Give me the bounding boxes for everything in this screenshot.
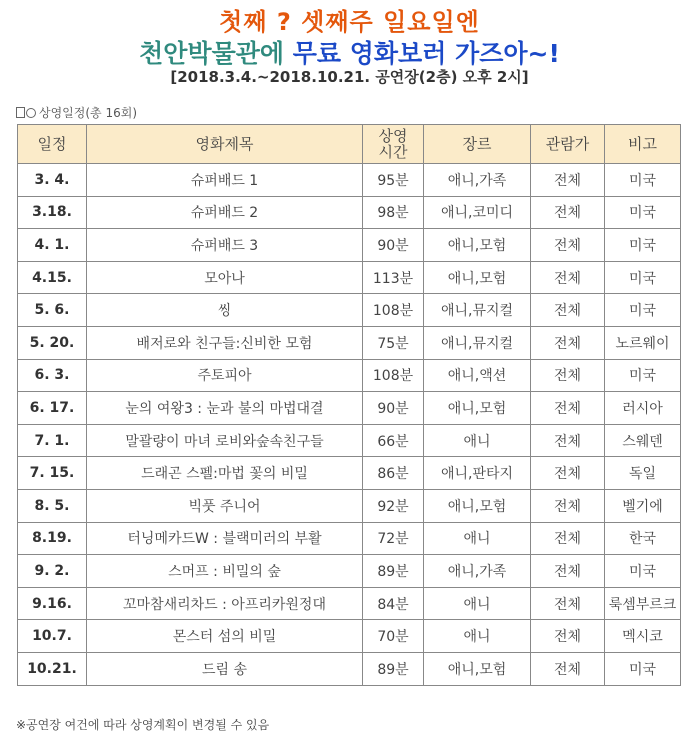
cell-note: 미국 <box>605 359 681 392</box>
cell-rating: 전체 <box>531 489 605 522</box>
cell-date: 8. 5. <box>18 489 87 522</box>
table-row <box>18 457 681 490</box>
cell-genre: 애니,판타지 <box>424 457 531 490</box>
table-row <box>18 424 681 457</box>
cell-genre: 애니 <box>424 522 531 555</box>
cell-note: 미국 <box>605 164 681 197</box>
heading-dates: [2018.3.4.~2018.10.21. 공연장(2층) 오후 2시] <box>170 68 529 86</box>
cell-runtime: 90분 <box>363 229 424 262</box>
cell-runtime: 84분 <box>363 587 424 620</box>
table-row <box>18 522 681 555</box>
cell-title: 터닝메카드W : 블랙미러의 부활 <box>87 522 363 555</box>
cell-runtime: 90분 <box>363 392 424 425</box>
header-note: 비고 <box>605 125 681 164</box>
cell-runtime: 89분 <box>363 652 424 685</box>
table-row <box>18 196 681 229</box>
cell-title: 씽 <box>87 294 363 327</box>
cell-date: 8.19. <box>18 522 87 555</box>
cell-date: 9. 2. <box>18 555 87 588</box>
cell-note: 미국 <box>605 196 681 229</box>
cell-rating: 전체 <box>531 229 605 262</box>
table-row <box>18 359 681 392</box>
header-rating: 관람가 <box>531 125 605 164</box>
cell-rating: 전체 <box>531 620 605 653</box>
cell-genre: 애니,모험 <box>424 261 531 294</box>
cell-title: 스머프 : 비밀의 숲 <box>87 555 363 588</box>
table-row <box>18 555 681 588</box>
table-row <box>18 489 681 522</box>
cell-rating: 전체 <box>531 294 605 327</box>
cell-note: 미국 <box>605 294 681 327</box>
footnote: ※공연장 여건에 따라 상영계획이 변경될 수 있음 <box>16 718 270 732</box>
cell-title: 드래곤 스펠:마법 꽃의 비밀 <box>87 457 363 490</box>
schedule-table <box>17 124 681 686</box>
cell-rating: 전체 <box>531 261 605 294</box>
cell-note: 미국 <box>605 261 681 294</box>
cell-runtime: 113분 <box>363 261 424 294</box>
table-row <box>18 294 681 327</box>
square-bullet-icon <box>16 107 25 118</box>
cell-genre: 애니,가족 <box>424 555 531 588</box>
cell-rating: 전체 <box>531 326 605 359</box>
cell-note: 벨기에 <box>605 489 681 522</box>
table-row <box>18 587 681 620</box>
cell-date: 4. 1. <box>18 229 87 262</box>
schedule-subheading <box>16 104 137 121</box>
cell-runtime: 108분 <box>363 359 424 392</box>
cell-genre: 애니 <box>424 587 531 620</box>
cell-rating: 전체 <box>531 164 605 197</box>
table-row <box>18 261 681 294</box>
cell-date: 4.15. <box>18 261 87 294</box>
cell-rating: 전체 <box>531 424 605 457</box>
cell-date: 6. 3. <box>18 359 87 392</box>
heading-venue: 천안박물관에 <box>139 39 285 68</box>
cell-runtime: 98분 <box>363 196 424 229</box>
cell-genre: 애니,모험 <box>424 652 531 685</box>
cell-title: 슈퍼배드 3 <box>87 229 363 262</box>
heading-line-1: 첫째 ? 셋째주 일요일엔 <box>219 8 480 36</box>
cell-note: 노르웨이 <box>605 326 681 359</box>
cell-genre: 애니,모험 <box>424 229 531 262</box>
header-genre: 장르 <box>424 125 531 164</box>
cell-rating: 전체 <box>531 522 605 555</box>
cell-genre: 애니,코미디 <box>424 196 531 229</box>
table-row <box>18 164 681 197</box>
table-row <box>18 652 681 685</box>
cell-title: 배저로와 친구들:신비한 모험 <box>87 326 363 359</box>
cell-note: 멕시코 <box>605 620 681 653</box>
cell-title: 몬스터 섬의 비밀 <box>87 620 363 653</box>
cell-genre: 애니,모험 <box>424 489 531 522</box>
cell-note: 스웨덴 <box>605 424 681 457</box>
header-runtime-line2: 시간 <box>378 143 408 161</box>
cell-runtime: 75분 <box>363 326 424 359</box>
cell-date: 7. 15. <box>18 457 87 490</box>
cell-runtime: 95분 <box>363 164 424 197</box>
subheading-text: 상영일정(총 16회) <box>39 106 137 120</box>
table-row <box>18 326 681 359</box>
cell-date: 6. 17. <box>18 392 87 425</box>
cell-rating: 전체 <box>531 196 605 229</box>
cell-note: 룩셈부르크 <box>605 587 681 620</box>
cell-date: 10.21. <box>18 652 87 685</box>
cell-date: 7. 1. <box>18 424 87 457</box>
cell-genre: 애니,뮤지컬 <box>424 326 531 359</box>
cell-date: 10.7. <box>18 620 87 653</box>
cell-rating: 전체 <box>531 392 605 425</box>
cell-date: 3.18. <box>18 196 87 229</box>
cell-genre: 애니,가족 <box>424 164 531 197</box>
cell-genre: 애니,액션 <box>424 359 531 392</box>
cell-date: 3. 4. <box>18 164 87 197</box>
cell-note: 미국 <box>605 229 681 262</box>
cell-genre: 애니 <box>424 620 531 653</box>
cell-runtime: 108분 <box>363 294 424 327</box>
cell-title: 눈의 여왕3 : 눈과 불의 마법대결 <box>87 392 363 425</box>
cell-genre: 애니,뮤지컬 <box>424 294 531 327</box>
heading-line-2 <box>0 34 699 70</box>
cell-title: 주토피아 <box>87 359 363 392</box>
cell-runtime: 72분 <box>363 522 424 555</box>
cell-rating: 전체 <box>531 457 605 490</box>
cell-runtime: 70분 <box>363 620 424 653</box>
cell-note: 한국 <box>605 522 681 555</box>
cell-runtime: 86분 <box>363 457 424 490</box>
cell-title: 슈퍼배드 1 <box>87 164 363 197</box>
table-header-row <box>18 125 681 164</box>
cell-title: 빅풋 주니어 <box>87 489 363 522</box>
cell-note: 미국 <box>605 652 681 685</box>
cell-note: 러시아 <box>605 392 681 425</box>
cell-title: 말괄량이 마녀 로비와숲속친구들 <box>87 424 363 457</box>
circle-bullet-icon <box>26 108 36 118</box>
cell-genre: 애니 <box>424 424 531 457</box>
cell-date: 9.16. <box>18 587 87 620</box>
cell-date: 5. 6. <box>18 294 87 327</box>
cell-rating: 전체 <box>531 555 605 588</box>
header-runtime-line1: 상영 <box>378 127 408 145</box>
cell-title: 모아나 <box>87 261 363 294</box>
cell-title: 꼬마참새리차드 : 아프리카원정대 <box>87 587 363 620</box>
cell-runtime: 92분 <box>363 489 424 522</box>
table-row <box>18 229 681 262</box>
table-row <box>18 620 681 653</box>
heading-free-movie: 무료 영화보러 가즈아~! <box>292 39 560 68</box>
header-title: 영화제목 <box>87 125 363 164</box>
cell-genre: 애니,모험 <box>424 392 531 425</box>
cell-date: 5. 20. <box>18 326 87 359</box>
table-row <box>18 392 681 425</box>
header-runtime <box>363 125 424 164</box>
header-date: 일정 <box>18 125 87 164</box>
cell-title: 슈퍼배드 2 <box>87 196 363 229</box>
cell-note: 미국 <box>605 555 681 588</box>
cell-rating: 전체 <box>531 359 605 392</box>
cell-note: 독일 <box>605 457 681 490</box>
cell-runtime: 89분 <box>363 555 424 588</box>
cell-title: 드림 송 <box>87 652 363 685</box>
cell-rating: 전체 <box>531 587 605 620</box>
cell-runtime: 66분 <box>363 424 424 457</box>
cell-rating: 전체 <box>531 652 605 685</box>
